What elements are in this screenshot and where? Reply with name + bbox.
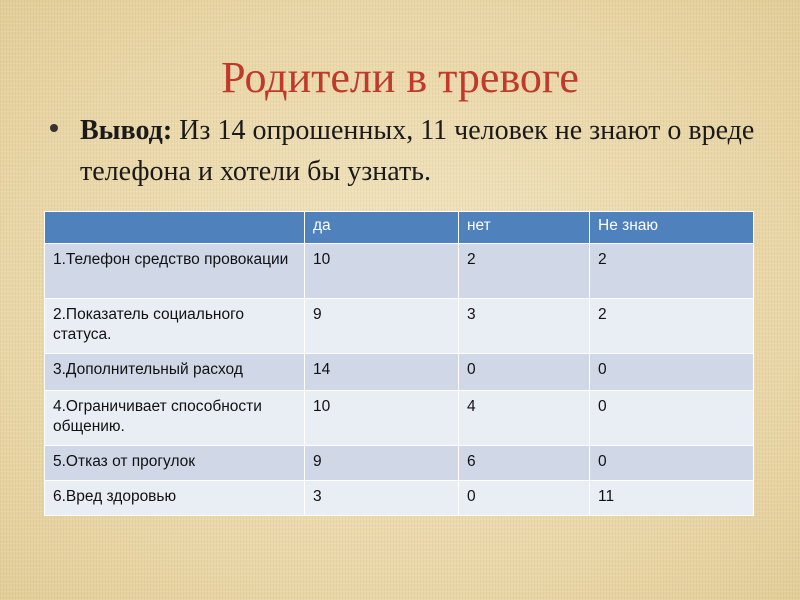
cell-yes: 14 [305, 354, 459, 391]
table-header-row [45, 212, 754, 244]
cell-dont-know: 0 [590, 354, 754, 391]
header-cell-no: нет [459, 212, 590, 244]
bullet-dot-icon [50, 124, 58, 132]
cell-dont-know: 11 [590, 481, 754, 516]
table-row [45, 354, 754, 391]
cell-dont-know: 2 [590, 299, 754, 354]
conclusion-text [80, 110, 770, 192]
header-cell-empty [45, 212, 305, 244]
cell-dont-know: 0 [590, 391, 754, 446]
cell-no: 0 [459, 481, 590, 516]
cell-no: 4 [459, 391, 590, 446]
header-cell-yes: да [305, 212, 459, 244]
row-label: 6.Вред здоровью [45, 481, 305, 516]
cell-yes: 9 [305, 299, 459, 354]
row-label: 1.Телефон средство провокации [45, 244, 305, 299]
cell-yes: 9 [305, 446, 459, 481]
conclusion-body: Из 14 опрошенных, 11 человек не знают о вреде телефона и хотели бы узнать. [80, 115, 755, 187]
cell-yes: 10 [305, 244, 459, 299]
conclusion-label: Вывод: [80, 115, 173, 146]
cell-no: 2 [459, 244, 590, 299]
table-row [45, 299, 754, 354]
header-cell-dont-know: Не знаю [590, 212, 754, 244]
cell-no: 0 [459, 354, 590, 391]
row-label: 3.Дополнительный расход [45, 354, 305, 391]
table-row [45, 446, 754, 481]
table-row [45, 481, 754, 516]
cell-no: 3 [459, 299, 590, 354]
conclusion-bullet [50, 110, 770, 192]
cell-yes: 3 [305, 481, 459, 516]
table-row [45, 391, 754, 446]
cell-dont-know: 0 [590, 446, 754, 481]
row-label: 4.Ограничивает способности общению. [45, 391, 305, 446]
cell-dont-know: 2 [590, 244, 754, 299]
survey-table [44, 211, 754, 516]
cell-yes: 10 [305, 391, 459, 446]
cell-no: 6 [459, 446, 590, 481]
row-label: 5.Отказ от прогулок [45, 446, 305, 481]
table-row [45, 244, 754, 299]
slide-title: Родители в тревоге [221, 53, 579, 102]
row-label: 2.Показатель социального статуса. [45, 299, 305, 354]
